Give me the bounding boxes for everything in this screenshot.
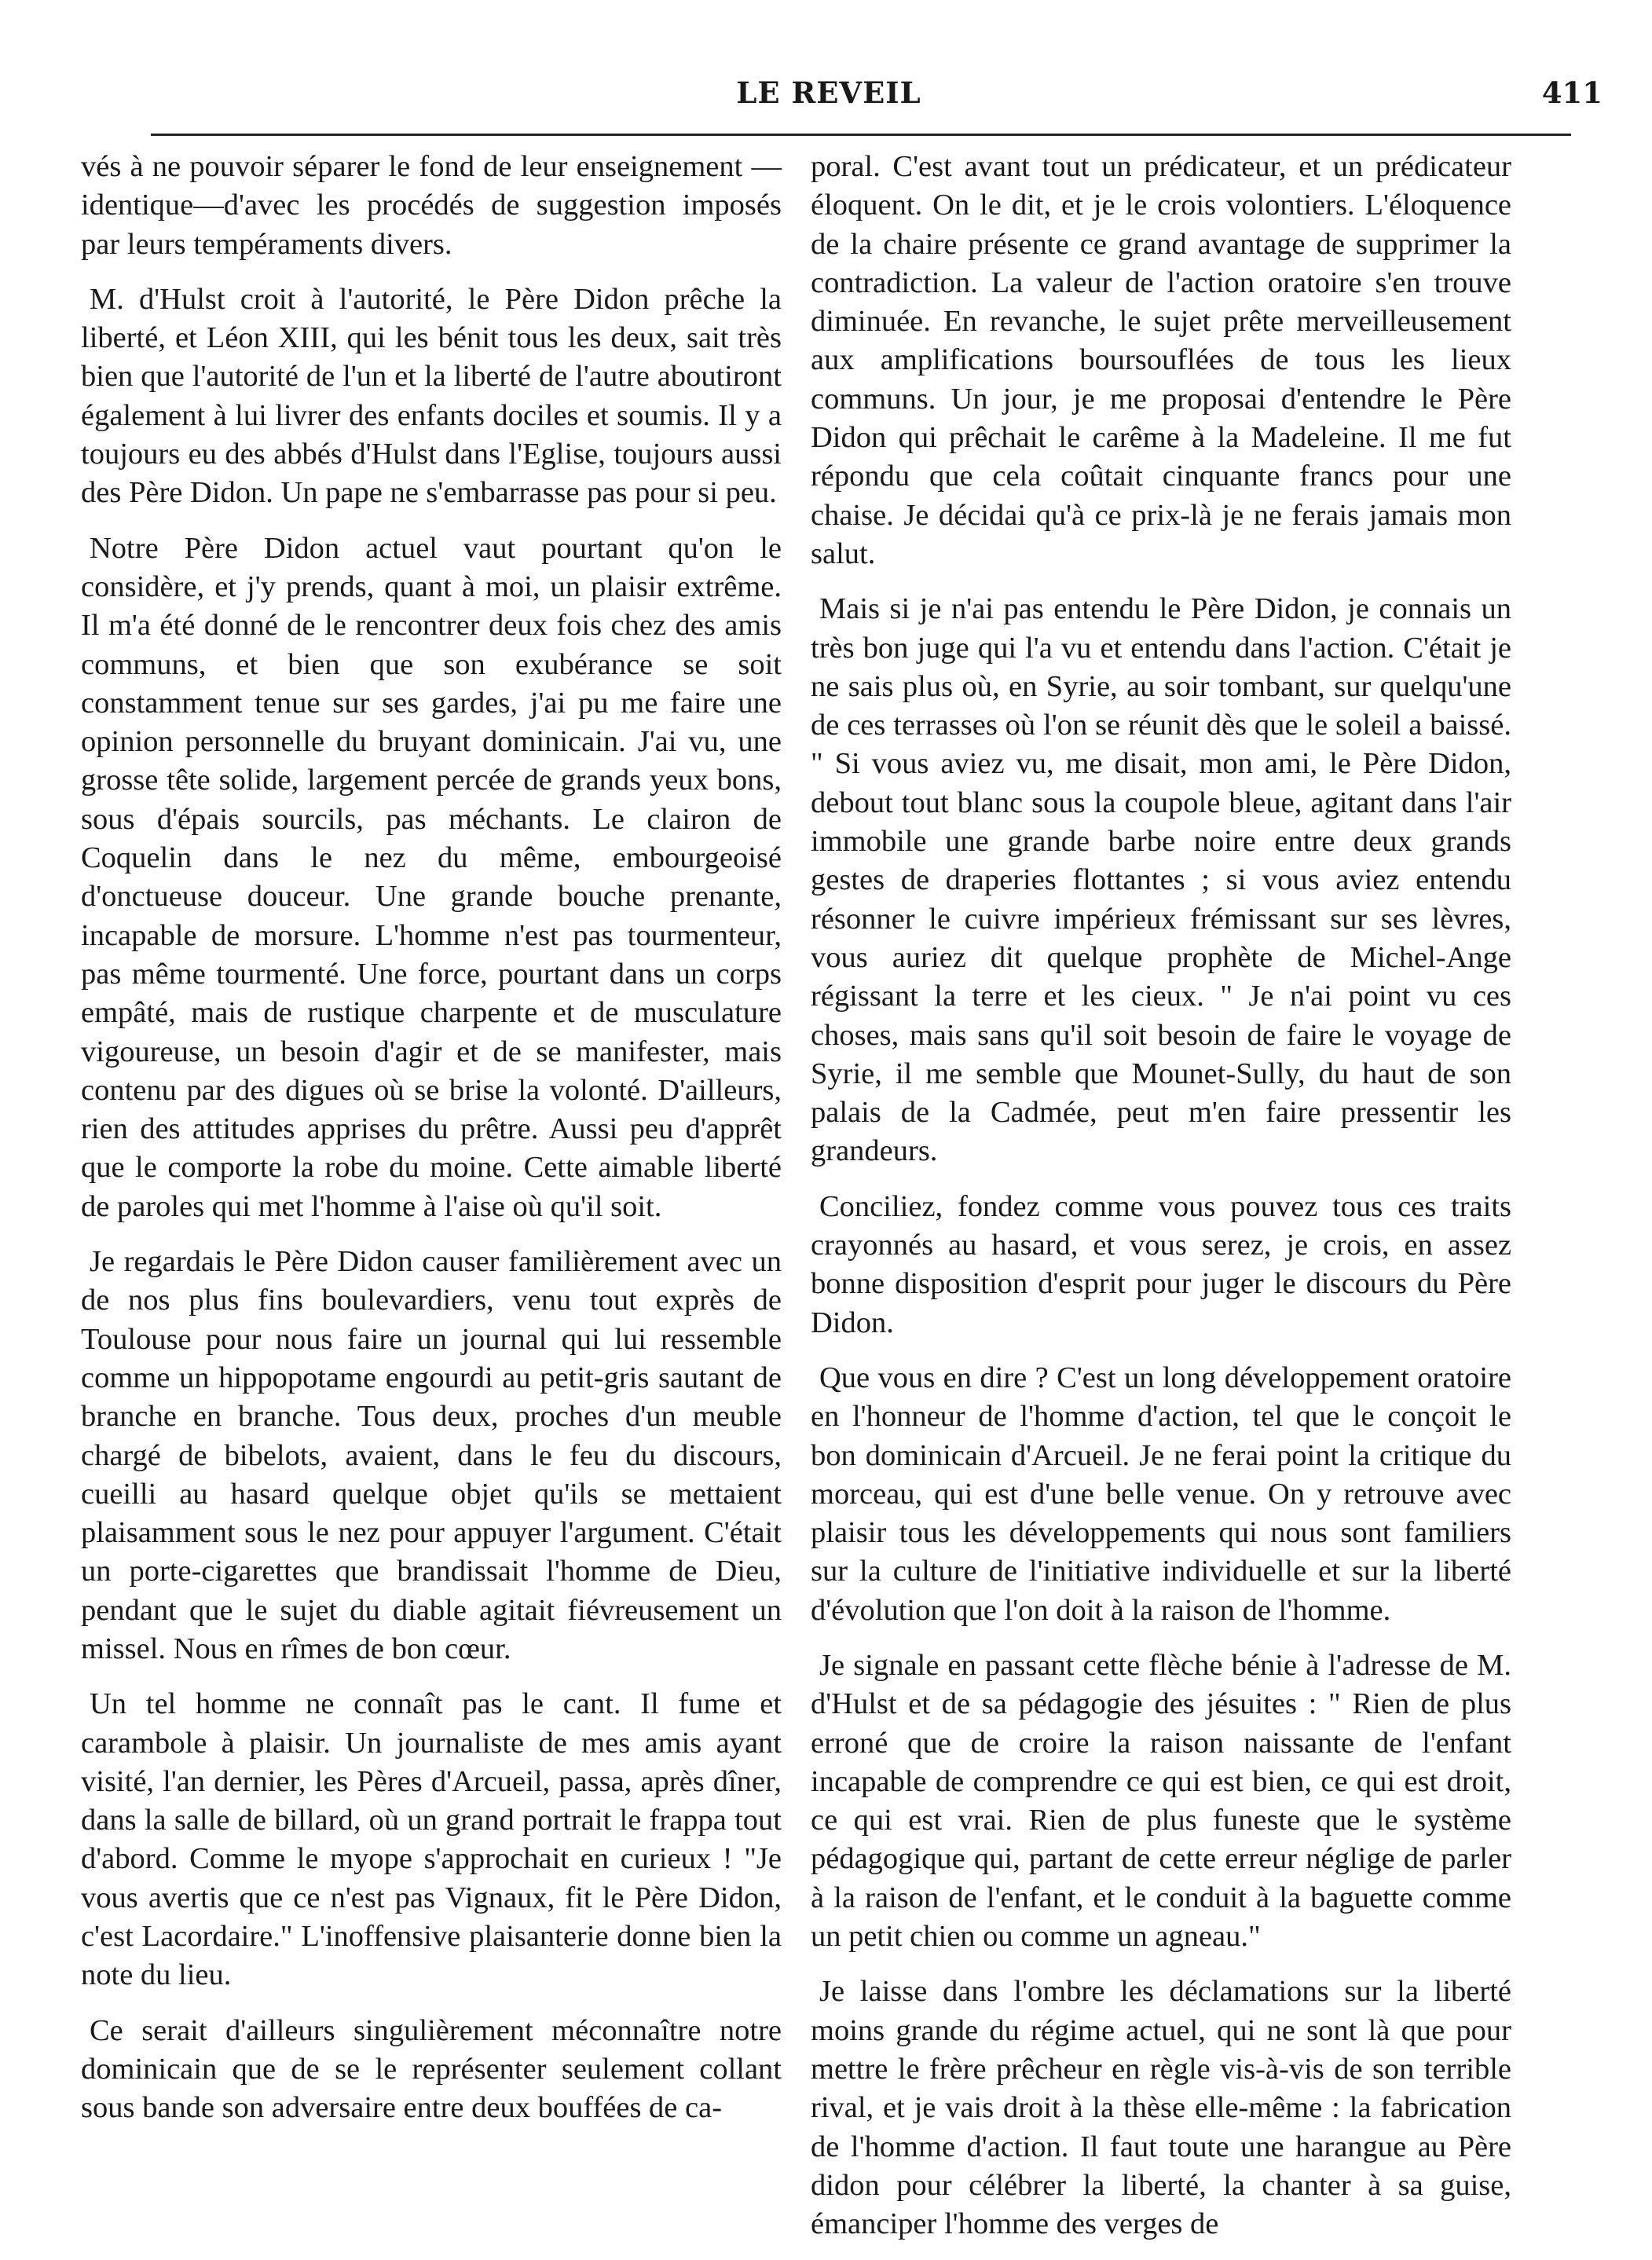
- left-column: [81, 148, 782, 2145]
- paragraph: vés à ne pouvoir séparer le fond de leur enseignement —identique—d'avec les procédés de suggestion imposés par leurs tempéraments divers.: [81, 150, 782, 261]
- paragraph: Que vous en dire ? C'est un long développement oratoire en l'honneur de l'homme d'action, tel que le conçoit le bon dominicain d'Arcueil. Je ne ferai point la critique du morceau, qui est d'une belle venue. On y retrouve avec plaisir tous les développements qui nous sont familiers sur la culture de l'initiative individuelle et sur la liberté d'évolution que l'on doit à la raison de l'homme.: [811, 1361, 1511, 1627]
- paragraph: Ce serait d'ailleurs singulièrement méconnaître notre dominicain que de se le représenter seulement collant sous bande son adversaire entre deux bouffées de ca-: [81, 2013, 782, 2125]
- paragraph: Un tel homme ne connaît pas le cant. Il fume et carambole à plaisir. Un journaliste de mes amis ayant visité, l'an dernier, les Pères d'Arcueil, passa, après dîner, dans la salle de billard, où un grand portrait le frappa tout d'abord. Comme le myope s'approchait en curieux ! "Je vous avertis que ce n'est pas Vignaux, fit le Père Didon, c'est Lacordaire." L'inoffensive plaisanterie donne bien la note du lieu.: [81, 1687, 782, 1992]
- paragraph: M. d'Hulst croit à l'autorité, le Père Didon prêche la liberté, et Léon XIII, qui les bénit tous les deux, sait très bien que l'autorité de l'un et la liberté de l'autre aboutiront également à lui livrer des enfants dociles et soumis. Il y a toujours eu des abbés d'Hulst dans l'Eglise, toujours aussi des Père Didon. Un pape ne s'embarrasse pas pour si peu.: [81, 282, 782, 510]
- paragraph: Notre Père Didon actuel vaut pourtant qu'on le considère, et j'y prends, quant à moi, un plaisir extrême. Il m'a été donné de le rencontrer deux fois chez des amis communs, et bien que son exubérance se soit constamment tenue sur ses gardes, j'ai pu me faire une opinion personnelle du bruyant dominicain. J'ai vu, une grosse tête solide, largement percée de grands yeux bons, sous d'épais sourcils, pas méchants. Le clairon de Coquelin dans le nez du même, embourgeoisé d'onctueuse douceur. Une grande bouche prenante, incapable de morsure. L'homme n'est pas tourmenteur, pas même tourmenté. Une force, pourtant dans un corps empâté, mais de rustique charpente et de musculature vigoureuse, un besoin d'agir et de se manifester, mais contenu par des digues où se brise la volonté. D'ailleurs, rien des attitudes apprises du prêtre. Aussi peu d'apprêt que le comporte la robe du moine. Cette aimable liberté de paroles qui met l'homme à l'aise où qu'il soit.: [81, 531, 782, 1223]
- paragraph: poral. C'est avant tout un prédicateur, et un prédicateur éloquent. On le dit, et je le crois volontiers. L'éloquence de la chaire présente ce grand avantage de supprimer la contradiction. La valeur de l'action oratoire s'en trouve diminuée. En revanche, le sujet prête merveilleusement aux amplifications boursouflées de tous les lieux communs. Un jour, je me proposai d'entendre le Père Didon qui prêchait le carême à la Madeleine. Il me fut répondu que cela coûtait cinquante francs pour une chaise. Je décidai qu'à ce prix-là je ne ferais jamais mon salut.: [811, 150, 1511, 570]
- page-header: [31, 72, 1626, 119]
- running-title: LE REVEIL: [736, 75, 921, 110]
- paragraph: Je signale en passant cette flèche bénie à l'adresse de M. d'Hulst et de sa pédagogie des jésuites : " Rien de plus erroné que de croire la raison naissante de l'enfant incapable de comprendre ce qui est bien, ce qui est droit, ce qui est vrai. Rien de plus funeste que le système pédagogique qui, partant de cette erreur néglige de parler à la raison de l'enfant, et le conduit à la baguette comme un petit chien ou comme un agneau.": [811, 1648, 1511, 1954]
- paragraph: Conciliez, fondez comme vous pouvez tous ces traits crayonnés au hasard, et vous serez, je crois, en assez bonne disposition d'esprit pour juger le discours du Père Didon.: [811, 1189, 1511, 1339]
- paragraph: Je regardais le Père Didon causer familièrement avec un de nos plus fins boulevardiers, venu tout exprès de Toulouse pour nous faire un journal qui lui ressemble comme un hippopotame engourdi au petit-gris sautant de branche en branche. Tous deux, proches d'un meuble chargé de bibelots, avaient, dans le feu du discours, cueilli au hasard quelque objet qu'ils se mettaient plaisamment sous le nez pour appuyer l'argument. C'était un porte-cigarettes que brandissait l'homme de Dieu, pendant que le sujet du diable agitait fiévreusement un missel. Nous en rîmes de bon cœur.: [81, 1245, 782, 1665]
- page-number: 411: [1541, 75, 1603, 110]
- paragraph: Mais si je n'ai pas entendu le Père Didon, je connais un très bon juge qui l'a vu et entendu dans l'action. C'était je ne sais plus où, en Syrie, au soir tombant, sur quelqu'une de ces terrasses où l'on se réunit dès que le soleil a baissé. " Si vous aviez vu, me disait, mon ami, le Père Didon, debout tout blanc sous la coupole bleue, agitant dans l'air immobile une grande barbe noire entre deux grands gestes de draperies flottantes ; si vous aviez entendu résonner le cuivre impérieux frémissant sur ses lèvres, vous auriez dit quelque prophète de Michel-Ange régissant la terre et les cieux. " Je n'ai point vu ces choses, mais sans qu'il soit besoin de faire le voyage de Syrie, il me semble que Mounet-Sully, du haut de son palais de la Cadmée, peut m'en faire pressentir les grandeurs.: [811, 592, 1511, 1168]
- paragraph: Je laisse dans l'ombre les déclamations sur la liberté moins grande du régime actuel, qui ne sont là que pour mettre le frère prêcheur en règle vis-à-vis de son terrible rival, et je vais droit à la thèse elle-même : la fabrication de l'homme d'action. Il faut toute une harangue au Père didon pour célébrer la liberté, la chanter à sa guise, émanciper l'homme des verges de: [811, 1975, 1511, 2241]
- header-rule: [151, 134, 1571, 136]
- right-column: [811, 148, 1511, 2260]
